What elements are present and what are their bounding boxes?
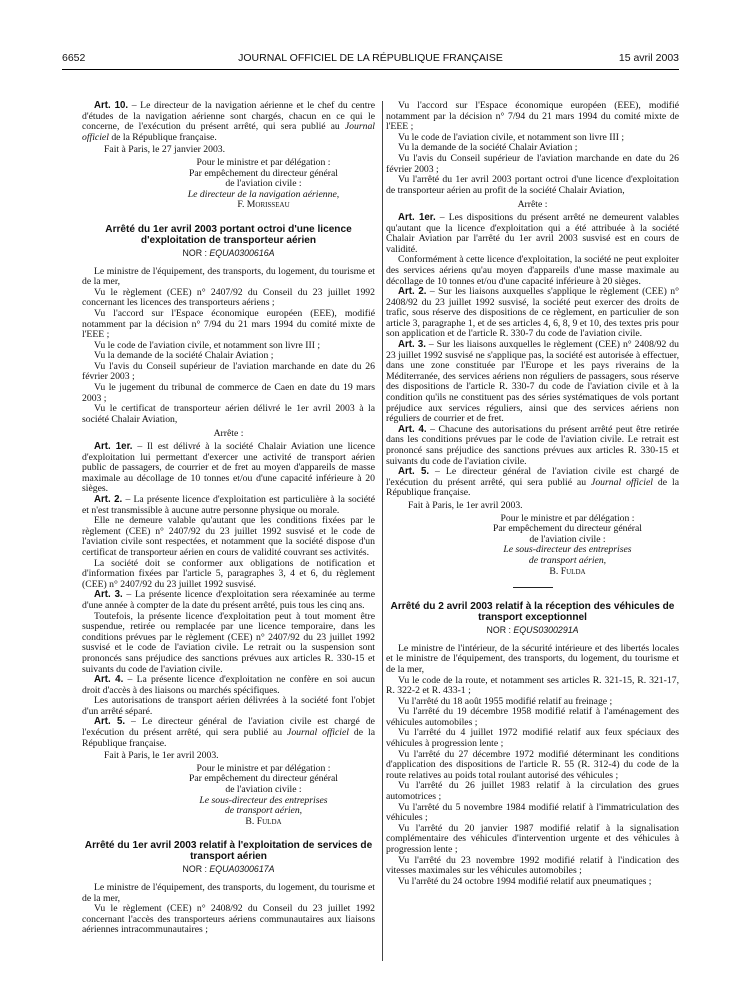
article-4: Art. 4. – Chacune des autorisations du présent arrêté peut être retirée dans les conditions prévues par le code de l'aviation civile. Le retrait est prononcé sans préjudice des sanctions prévues aux articles R. 330-15 et suivants du code de l'aviation civile. [386,423,679,467]
article-3: Art. 3. – Sur les liaisons auxquelles le règlement (CEE) n° 2408/92 du 23 juillet 1992 susvisé ne s'applique pas, la société est autorisée à effectuer, dans une zone constituée par l'Europe et les pays riverains de la Méditerranée, des services aériens non réguliers de passagers, sous réserve des dispositions de l'article R. 330-7 du code de l'aviation civile et à la condition qu'ils ne constituent pas des séries systématiques de vols portant préjudice aux services réguliers, ainsi que des services aériens non réguliers de courrier et de fret. [386,339,679,425]
visa: Le ministre de l'équipement, des transports, du logement, du tourisme et de la mer, [82,265,375,288]
visa: Vu le code de l'aviation civile, et notamment son livre III ; [398,131,625,143]
visa: Vu l'arrêté du 24 octobre 1994 modifié relatif aux pneumatiques ; [398,875,652,887]
fait-a-paris: Fait à Paris, le 1er avril 2003. [104,750,219,762]
visa: Vu le certificat de transporteur aérien délivré le 1er avril 2003 à la société Chalair Aviation, [82,403,375,425]
decree-title: Arrêté du 1er avril 2003 relatif à l'exploitation de services de transport aérien [84,840,373,863]
signatory-name: B. Fulda [549,565,586,577]
article-label: Art. 10. [94,100,129,111]
visa: Vu l'avis du Conseil supérieur de l'aviation marchande en date du 26 février 2003 ; [82,360,375,383]
right-column [386,101,679,887]
signature-block: Pour le ministre et par délégation : Par empêchement du directeur général de l'aviation civile : Le directeur de la navigation aérienne, F. Morisseau [152,158,375,211]
signature-block: Pour le ministre et par délégation : Par empêchement du directeur général de l'aviation civile : Le sous-directeur des entreprises de transport aérien, B. Fulda [456,514,679,578]
article-label: Art. 2. [94,494,123,505]
nor-reference: NOR : EQUA0300616A [182,247,275,258]
article-label: Art. 4. [398,423,427,435]
fait-a-paris: Fait à Paris, le 1er avril 2003. [408,499,523,511]
article-2: Art. 2. – La présente licence d'exploitation est particulière à la société et n'est transmissible à aucune autre personne physique ou morale. [82,494,375,516]
visa: Vu l'arrêté du 20 janvier 1987 modifié relatif à la signalisation complémentaire des véhicules d'intervention urgente et des véhicules à progression lente ; [386,822,679,855]
visa: Vu le règlement (CEE) n° 2407/92 du Conseil du 23 juillet 1992 concernant les licences des transporteurs aériens ; [82,286,375,309]
issue-date: 15 avril 2003 [618,52,679,64]
arrete-heading: Arrête : [213,428,244,440]
decree-title: Arrêté du 1er avril 2003 portant octroi d'une licence d'exploitation de transporteur aérien [105,223,352,246]
visa: Vu l'arrêté du 27 décembre 1972 modifié déterminant les conditions d'application des dispositions de l'article R. 55 (R. 312-4) du code de la route relatives au poids total roulant autorisé des véhicules ; [386,748,679,781]
fait-a-paris: Fait à Paris, le 27 janvier 2003. [104,144,226,156]
separator-rule [513,587,553,588]
article-label: Art. 5. [398,466,430,478]
column-divider [382,101,383,961]
visa: Vu l'arrêté du 1er avril 2003 portant octroi d'une licence d'exploitation de transporteur aérien au profit de la société Chalair Aviation, [386,174,679,196]
visa: Vu l'arrêté du 5 novembre 1984 modifié relatif à l'immatriculation des véhicules ; [386,801,679,824]
visa: Vu l'arrêté du 4 juillet 1972 modifié relatif aux feux spéciaux des véhicules à progression lente ; [386,727,679,750]
visa: Vu le jugement du tribunal de commerce de Caen en date du 19 mars 2003 ; [82,382,375,404]
article-label: Art. 5. [94,716,126,728]
visa: Le ministre de l'équipement, des transports, du logement, du tourisme et de la mer, [82,882,375,904]
article-label: Art. 1er. [398,211,436,223]
left-column [82,101,375,936]
signatory-name: B. Fulda [245,815,282,827]
nor-reference: NOR : EQUS0300291A [486,625,579,636]
visa: Vu le règlement (CEE) n° 2408/92 du Conseil du 23 juillet 1992 concernant l'accès des transporteurs aériens communautaires aux liaisons aériennes intracommunautaires ; [82,903,375,936]
article-4: Art. 4. – La présente licence d'exploitation ne confère en soi aucun droit d'accès à des liaisons ou marchés spécifiques. [82,674,375,696]
paragraph: Toutefois, la présente licence d'exploitation peut à tout moment être suspendue, retirée ou remplacée par une licence temporaire, dans les conditions prévues par le règlement (CEE) n° 2407/92 du 23 juillet 1992 susvisé et le code de l'aviation civile. Le retrait ou la suspension sont prononcés sans préjudice des sanctions prévues aux articles R. 330-15 et suivants du code de l'aviation civile. [82,610,375,675]
article-1: Art. 1er. – Il est délivré à la société Chalair Aviation une licence d'exploitation lui permettant d'exercer une activité de transport aérien public de passagers, de courrier et de fret au moyen d'appareils de masse maximale au décollage de 10 tonnes et/ou d'une capacité inférieure à 20 sièges. [82,441,376,495]
decree-title: Arrêté du 2 avril 2003 relatif à la réception des véhicules de transport exceptionnel [390,601,675,624]
article-5: Art. 5. – Le directeur général de l'aviation civile est chargé de l'exécution du présent arrêté, qui sera publié au Journal officiel de la République française. [82,716,375,749]
article-10: Art. 10. – Le directeur de la navigation aérienne et le chef du centre d'études de la navigation aérienne sont chargés, chacun en ce qui le concerne, de l'exécution du présent arrêté, qui sera publié au Journal officiel de la République française. [82,100,375,143]
visa: Vu l'arrêté du 23 novembre 1992 modifié relatif à l'indication des vitesses maximales sur les véhicules automobiles ; [386,854,679,877]
visa: Vu l'arrêté du 18 août 1955 modifié relatif au freinage ; [398,695,613,707]
header-rule [62,69,679,70]
page-number: 6652 [62,52,86,64]
signatory-name: F. Morisseau [237,199,290,211]
page-header [62,52,679,66]
paragraph: Elle ne demeure valable qu'autant que les conditions fixées par le règlement (CEE) n° 2407/92 du 23 juillet 1992 susvisé et le code de l'aviation civile sont respectées, et notamment que la société dispose d'un certificat de transporteur aérien en cours de validité couvrant ses activités. [82,515,375,558]
visa: Vu l'arrêté du 26 juillet 1983 relatif à la circulation des grues automotrices ; [386,780,679,803]
visa: Vu l'avis du Conseil supérieur de l'aviation marchande en date du 26 février 2003 ; [386,152,679,175]
article-5: Art. 5. – Le directeur général de l'aviation civile est chargé de l'exécution du présent arrêté, qui sera publié au Journal officiel de la République française. [386,466,679,499]
article-1: Art. 1er. – Les dispositions du présent arrêté ne demeurent valables qu'autant que la licence d'exploitation qui a été attribuée à la société Chalair Aviation par l'arrêté du 1er avril 2003 susvisé est en cours de validité. [386,211,679,255]
visa: Le ministre de l'intérieur, de la sécurité intérieure et des libertés locales et le ministre de l'équipement, des transports, du logement, du tourisme et de la mer, [386,642,679,675]
signature-block: Pour le ministre et par délégation : Par empêchement du directeur général de l'aviation civile : Le sous-directeur des entreprises de transport aérien, B. Fulda [152,764,375,828]
paragraph: Conformément à cette licence d'exploitation, la société ne peut exploiter des services aériens qu'au moyen d'appareils d'une masse maximale au décollage de 10 tonnes et/ou d'une capacité inférieure à 20 sièges. [386,254,679,287]
arrete-heading: Arrête : [517,199,548,211]
visa: Vu le code de l'aviation civile, et notamment son livre III ; [94,339,321,351]
visa: Vu la demande de la société Chalair Aviation ; [398,142,578,154]
visa: Vu la demande de la société Chalair Aviation ; [94,350,274,362]
visa: Vu l'accord sur l'Espace économique européen (EEE), modifié notamment par la décision n° 7/94 du 21 mars 1994 du comité mixte de l'EEE ; [386,100,679,133]
article-2: Art. 2. – Sur les liaisons auxquelles s'applique le règlement (CEE) n° 2408/92 du 23 juillet 1992 susvisé, la société peut exercer des droits de trafic, sous réserve des dispositions de ce règlement, en particulier de son article 3, paragraphe 1, et de ses articles 4, 6, 8, 9 et 10, des textes pris pour son application et de l'article R. 330-7 du code de l'aviation civile. [386,286,679,340]
article-label: Art. 3. [398,339,426,351]
article-label: Art. 1er. [94,441,133,453]
article-label: Art. 4. [94,674,124,686]
visa: Vu l'arrêté du 19 décembre 1958 modifié relatif à l'aménagement des véhicules automobiles ; [386,706,679,728]
journal-title: JOURNAL OFFICIEL DE LA RÉPUBLIQUE FRANÇAISE [238,52,503,64]
visa: Vu le code de la route, et notamment ses articles R. 321-15, R. 321-17, R. 322-2 et R. 433-1 ; [386,674,679,697]
paragraph: Les autorisations de transport aérien délivrées à la société font l'objet d'un arrêté séparé. [82,695,375,717]
visa: Vu l'accord sur l'Espace économique européen (EEE), modifié notamment par la décision n° 7/94 du 21 mars 1994 du comité mixte de l'EEE ; [82,307,375,341]
article-label: Art. 3. [94,589,123,601]
nor-reference: NOR : EQUA0300617A [182,864,275,875]
article-label: Art. 2. [398,286,427,298]
paragraph: La société doit se conformer aux obligations de notification et d'information fixées par l'article 5, paragraphes 3, 4 et 6, du règlement (CEE) n° 2407/92 du 23 juillet 1992 susvisé. [82,557,375,590]
article-3: Art. 3. – La présente licence d'exploitation sera réexaminée au terme d'une année à compter de la date du présent arrêté, puis tous les cinq ans. [82,589,375,611]
